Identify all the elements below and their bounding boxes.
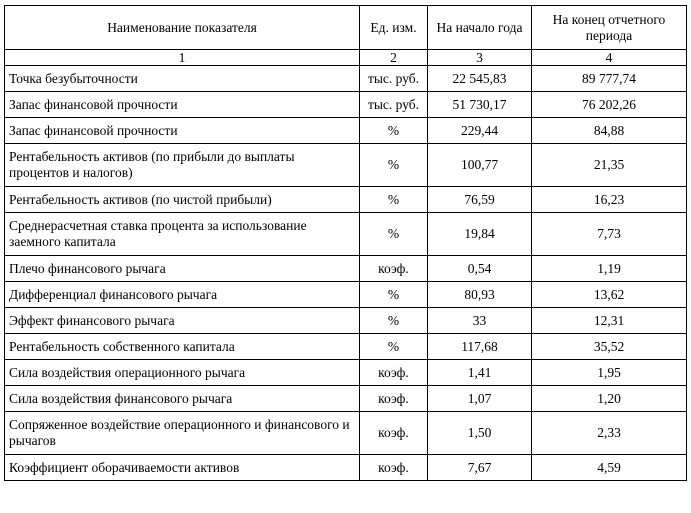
value-start: 1,07 [428, 386, 532, 412]
indicator-name: Сила воздействия операционного рычага [5, 360, 360, 386]
table-row [5, 386, 687, 412]
indicator-unit: коэф. [360, 256, 428, 282]
table-row [5, 118, 687, 144]
header-row [5, 6, 687, 50]
value-start: 0,54 [428, 256, 532, 282]
table-row [5, 282, 687, 308]
table-row [5, 308, 687, 334]
indicator-unit: % [360, 144, 428, 187]
indicator-name: Эффект финансового рычага [5, 308, 360, 334]
value-end: 76 202,26 [532, 92, 687, 118]
indicator-name: Запас финансовой прочности [5, 92, 360, 118]
indicator-name: Запас финансовой прочности [5, 118, 360, 144]
table-row [5, 187, 687, 213]
table-row [5, 66, 687, 92]
value-start: 229,44 [428, 118, 532, 144]
financial-indicators-table [4, 5, 687, 481]
table-row [5, 360, 687, 386]
indicator-unit: коэф. [360, 360, 428, 386]
indicator-name: Рентабельность активов (по чистой прибыли) [5, 187, 360, 213]
table-row [5, 334, 687, 360]
value-end: 2,33 [532, 412, 687, 455]
indicator-name: Дифференциал финансового рычага [5, 282, 360, 308]
indicator-unit: % [360, 118, 428, 144]
column-number: 4 [532, 50, 687, 66]
indicator-name: Рентабельность активов (по прибыли до выплаты процентов и налогов) [5, 144, 360, 187]
indicator-name: Плечо финансового рычага [5, 256, 360, 282]
value-start: 19,84 [428, 213, 532, 256]
indicator-name: Среднерасчетная ставка процента за использование заемного капитала [5, 213, 360, 256]
table-row [5, 455, 687, 481]
value-end: 1,20 [532, 386, 687, 412]
column-number: 3 [428, 50, 532, 66]
table-row [5, 213, 687, 256]
indicator-unit: тыс. руб. [360, 92, 428, 118]
column-numbers-row [5, 50, 687, 66]
value-start: 117,68 [428, 334, 532, 360]
value-start: 80,93 [428, 282, 532, 308]
header-start-of-year: На начало года [428, 6, 532, 50]
value-end: 35,52 [532, 334, 687, 360]
indicator-unit: % [360, 308, 428, 334]
header-end-of-period: На конец отчетного периода [532, 6, 687, 50]
column-number: 2 [360, 50, 428, 66]
value-start: 100,77 [428, 144, 532, 187]
indicator-name: Рентабельность собственного капитала [5, 334, 360, 360]
value-end: 21,35 [532, 144, 687, 187]
value-end: 84,88 [532, 118, 687, 144]
value-end: 16,23 [532, 187, 687, 213]
indicator-unit: % [360, 334, 428, 360]
table-row [5, 144, 687, 187]
indicator-name: Сила воздействия финансового рычага [5, 386, 360, 412]
column-number: 1 [5, 50, 360, 66]
table-row [5, 412, 687, 455]
value-start: 22 545,83 [428, 66, 532, 92]
value-end: 4,59 [532, 455, 687, 481]
value-end: 1,95 [532, 360, 687, 386]
indicator-unit: тыс. руб. [360, 66, 428, 92]
indicator-name: Точка безубыточности [5, 66, 360, 92]
indicator-unit: % [360, 282, 428, 308]
indicator-name: Коэффициент оборачиваемости активов [5, 455, 360, 481]
table-row [5, 92, 687, 118]
value-end: 1,19 [532, 256, 687, 282]
value-start: 76,59 [428, 187, 532, 213]
value-start: 1,50 [428, 412, 532, 455]
header-unit: Ед. изм. [360, 6, 428, 50]
indicator-name: Сопряженное воздействие операционного и финансового и рычагов [5, 412, 360, 455]
indicator-unit: коэф. [360, 455, 428, 481]
value-end: 89 777,74 [532, 66, 687, 92]
indicator-unit: коэф. [360, 386, 428, 412]
header-indicator-name: Наименование показателя [5, 6, 360, 50]
value-start: 1,41 [428, 360, 532, 386]
value-start: 7,67 [428, 455, 532, 481]
indicator-unit: % [360, 213, 428, 256]
indicator-unit: % [360, 187, 428, 213]
value-end: 13,62 [532, 282, 687, 308]
table-row [5, 256, 687, 282]
value-end: 7,73 [532, 213, 687, 256]
indicator-unit: коэф. [360, 412, 428, 455]
value-end: 12,31 [532, 308, 687, 334]
value-start: 33 [428, 308, 532, 334]
value-start: 51 730,17 [428, 92, 532, 118]
